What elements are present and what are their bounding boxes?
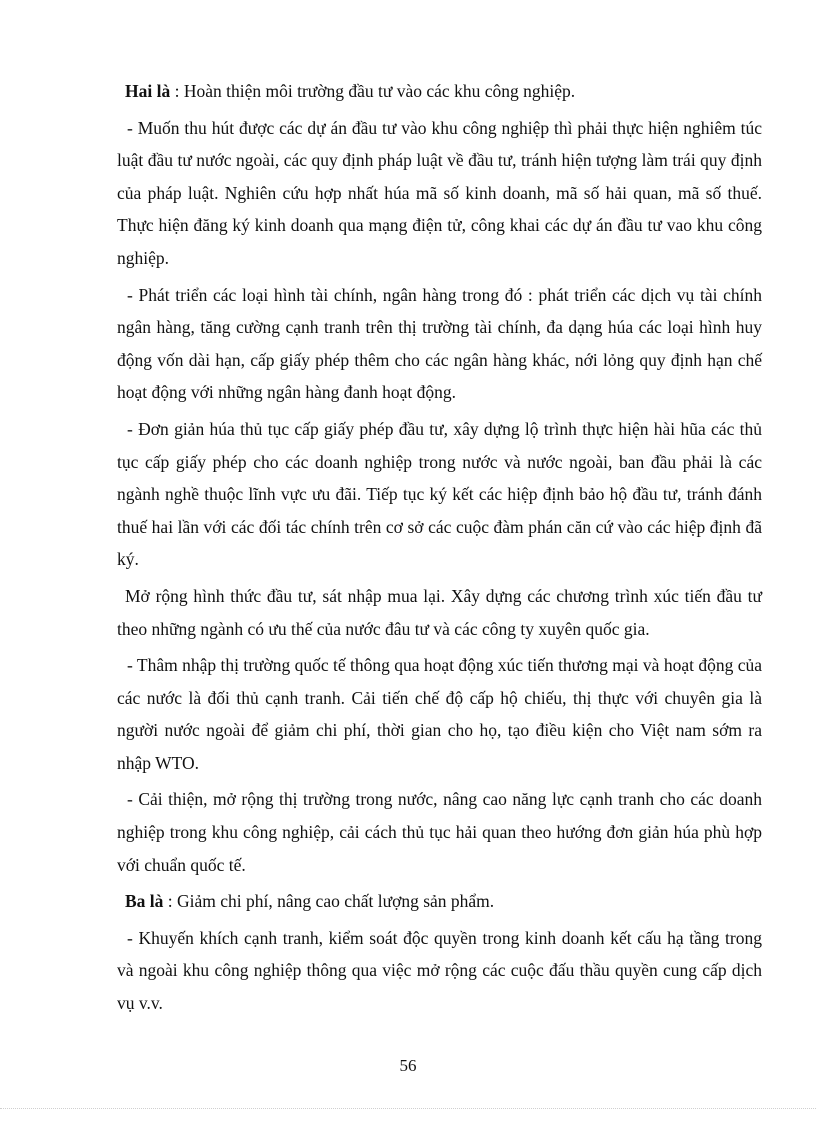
paragraph-text: Mở rộng hình thức đầu tư, sát nhập mua lại. Xây dựng các chương trình xúc tiến đầu tư theo những ngành có ưu thế của nước đâu tư và các công ty xuyên quốc gia. [117, 585, 762, 639]
section-lead: Ba là [125, 891, 164, 912]
paragraph-text: : Hoàn thiện môi trường đầu tư vào các khu công nghiệp. [170, 81, 576, 101]
paragraph-text: - Đơn giản húa thủ tục cấp giấy phép đầu tư, xây dựng lộ trình thực hiện hài hũa các thủ tục cấp giấy phép cho các doanh nghiệp trong nước và nước ngoài, ban đầu phải là các ngành nghề thuộc lĩnh vực ưu đãi. Tiếp tục ký kết các hiệp định bảo hộ đầu tư, tránh đánh thuế hai lần với các đối tác chính trên cơ sở các cuộc đàm phán căn cứ vào các hiệp định đã ký. [117, 418, 762, 570]
heading-paragraph-ba-la [117, 885, 762, 918]
paragraph-text: - Muốn thu hút được các dự án đầu tư vào khu công nghiệp thì phải thực hiện nghiêm túc luật đầu tư nước ngoài, các quy định pháp luật về đầu tư, tránh hiện tượng làm trái quy định của pháp luật. Nghiên cứu hợp nhất húa mã số kinh doanh, mã số hải quan, mã số thuế. Thực hiện đăng ký kinh doanh qua mạng điện tử, công khai các dự án đầu tư vao khu công nghiệp. [117, 117, 762, 268]
page-number: 56 [399, 1056, 417, 1075]
body-paragraph [117, 279, 762, 409]
paragraph-text: - Cải thiện, mở rộng thị trường trong nước, nâng cao năng lực cạnh tranh cho các doanh nghiệp trong khu công nghiệp, cải cách thủ tục hải quan theo hướng đơn giản húa phù hợp với chuẩn quốc tế. [117, 789, 762, 875]
body-paragraph [117, 580, 762, 645]
body-paragraph [117, 649, 762, 779]
page-bottom-divider [0, 1108, 816, 1109]
paragraph-text: - Khuyến khích cạnh tranh, kiểm soát độc quyền trong kinh doanh kết cấu hạ tầng trong và ngoài khu công nghiệp thông qua việc mở rộng các cuộc đấu thầu quyền cung cấp dịch vụ v.v. [117, 927, 762, 1014]
body-paragraph [117, 413, 762, 576]
body-paragraph [117, 922, 762, 1020]
page-body [117, 75, 762, 1024]
section-lead: Hai là [125, 81, 171, 101]
body-paragraph [117, 112, 762, 275]
heading-paragraph-hai-la [117, 75, 762, 108]
body-paragraph [117, 783, 762, 881]
paragraph-text: - Thâm nhập thị trường quốc tế thông qua hoạt động xúc tiến thương mại và hoạt động của các nước là đối thủ cạnh tranh. Cải tiến chế độ cấp hộ chiếu, thị thực với chuyên gia là người nước ngoài để giảm chi phí, thời gian cho họ, tạo điều kiện cho Việt nam sớm ra nhập WTO. [117, 655, 762, 773]
paragraph-text: : Giảm chi phí, nâng cao chất lượng sản phẩm. [163, 891, 495, 912]
paragraph-text: - Phát triển các loại hình tài chính, ngân hàng trong đó : phát triển các dịch vụ tài chính ngân hàng, tăng cường cạnh tranh trên thị trường tài chính, đa dạng húa các loại hình huy động vốn dài hạn, cấp giấy phép thêm cho các ngân hàng khác, nới lỏng quy định hạn chế hoạt động với những ngân hàng đanh hoạt động. [117, 284, 762, 403]
